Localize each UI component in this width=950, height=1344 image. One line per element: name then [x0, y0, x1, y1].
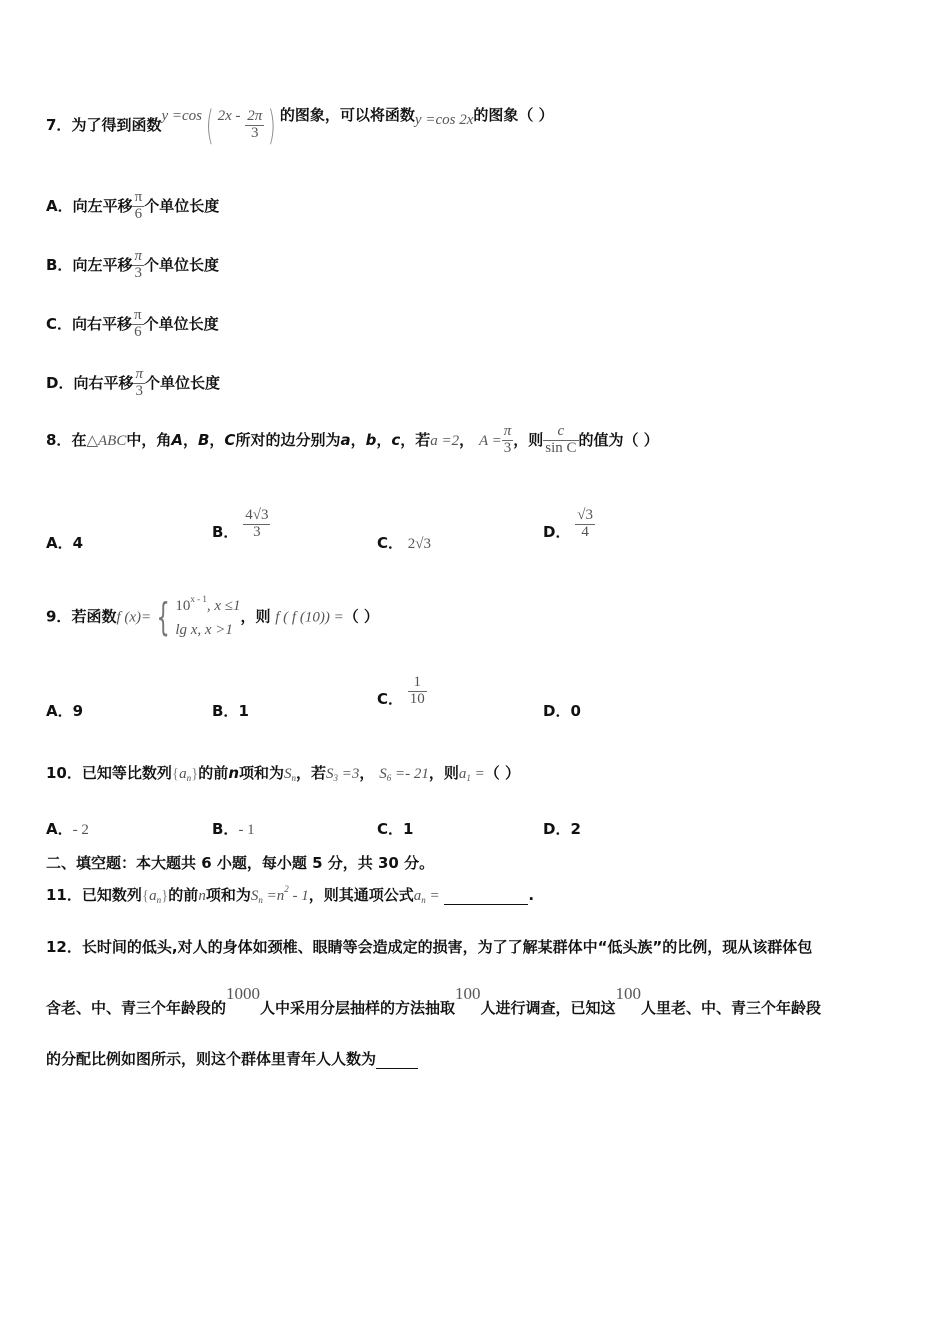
option-b[interactable]: [212, 818, 255, 839]
option-label: D．: [46, 373, 74, 392]
option-text: 向右平移: [73, 373, 134, 392]
question-text: ，若: [400, 430, 431, 449]
option-label: C．: [46, 314, 73, 333]
question-9: [46, 592, 379, 642]
math-expression: A =: [478, 432, 502, 449]
math-expression: △ABC: [86, 432, 127, 449]
option-value: - 2: [72, 822, 89, 838]
option-text: 个单位长度: [143, 255, 219, 274]
question-number: 8．: [46, 430, 72, 449]
question-12-line3: [46, 1048, 418, 1069]
question-number: 7．: [46, 116, 72, 134]
math-expression: f ( f (10)) =: [275, 609, 344, 626]
question-text: 中，角: [126, 430, 172, 449]
math-fraction: $\frac{4√3}{3}$: [245, 507, 269, 540]
punct: ，: [359, 764, 375, 782]
option-label: A．: [46, 820, 73, 838]
math-fraction: $\frac{\pi}{3}$: [135, 366, 143, 399]
option-text: 向左平移: [72, 196, 133, 215]
math-expression: y =cos: [161, 108, 202, 124]
math-expression: 2x -: [217, 108, 241, 124]
option-label: B．: [46, 255, 73, 274]
question-text: （ ）: [484, 764, 520, 782]
option-a[interactable]: [46, 700, 83, 721]
math-brace: }: [191, 766, 199, 782]
math-expression: y =cos 2x: [414, 112, 474, 128]
option-label: A．: [46, 534, 73, 552]
option-label: D．: [543, 522, 571, 541]
option-label: B．: [212, 522, 239, 541]
punct: ，: [209, 430, 225, 449]
question-number: 9．: [46, 607, 72, 626]
question-text: 在: [71, 430, 87, 449]
question-10: [46, 762, 520, 783]
option-a[interactable]: [46, 190, 219, 223]
question-text: ，则: [513, 430, 544, 449]
option-text: 个单位长度: [144, 373, 220, 392]
math-fraction: $\frac{\pi}{3}$: [503, 423, 512, 456]
question-text: 所对的边分别为: [235, 430, 341, 449]
math-var: a: [340, 430, 351, 449]
option-label: D．: [543, 820, 571, 838]
option-d[interactable]: [543, 818, 581, 839]
question-text: 长时间的低头,对人的身体如颈椎、眼睛等会造成定的损害，为了了解某群体中“低头族”的比例，现从该群体包: [81, 938, 813, 956]
question-12-line2: [46, 984, 821, 1018]
question-number: 12．: [46, 938, 82, 956]
math-expression: a =2: [430, 432, 460, 449]
option-b[interactable]: [212, 508, 270, 542]
math-expression: $a_n$ =: [413, 888, 440, 905]
math-fraction: $\frac{\pi}{6}$: [134, 307, 142, 340]
option-d[interactable]: [46, 367, 220, 400]
option-c[interactable]: [377, 532, 431, 553]
question-7: [46, 102, 554, 149]
math-brace: {: [171, 766, 180, 782]
math-fraction: $\frac{\pi}{3}$: [134, 248, 142, 281]
math-expression: $a_n$: [179, 766, 192, 783]
punct: .: [528, 886, 535, 904]
math-fraction: $\frac{1}{10}$: [409, 674, 425, 707]
question-text: 人里老、中、青三个年龄段: [641, 999, 822, 1017]
math-fraction: $\frac{\pi}{6}$: [134, 189, 143, 222]
math-fraction: $\frac{c}{\text{sin C}}$: [545, 423, 577, 456]
math-expression: $a_1$ =: [458, 766, 485, 783]
math-paren: (: [205, 102, 214, 149]
math-number: 100: [455, 984, 481, 1003]
question-text: 项和为: [239, 764, 285, 782]
math-expression: $S_3 =3$: [326, 766, 360, 783]
punct: ，: [376, 430, 392, 449]
math-expression: f (x)=: [116, 609, 152, 626]
question-text: 的图象，可以将函数: [279, 106, 415, 124]
punct: ，: [459, 430, 475, 449]
question-number: 10．: [46, 764, 82, 782]
question-text: 项和为: [205, 886, 251, 904]
question-text: 已知数列: [81, 886, 142, 904]
question-text: 的前: [198, 764, 229, 782]
option-value: - 1: [238, 822, 255, 838]
option-value: 9: [72, 702, 84, 720]
math-var: c: [391, 430, 401, 449]
option-label: C．: [377, 534, 404, 552]
math-brace: }: [161, 888, 169, 904]
math-number: 100: [615, 984, 642, 1003]
question-text: ，则: [428, 764, 459, 782]
option-text: 向左平移: [72, 255, 133, 274]
question-12: [46, 936, 812, 957]
option-value: 1: [238, 702, 249, 720]
option-label: C．: [377, 820, 404, 838]
math-fraction: $\frac{2\pi}{3}$: [247, 108, 263, 141]
option-value: 1: [403, 820, 414, 838]
question-text: 为了得到函数: [71, 116, 162, 134]
question-text: 人进行调查，已知这: [480, 999, 616, 1017]
question-text: 若函数: [71, 607, 117, 626]
option-d[interactable]: [543, 700, 581, 721]
question-text: 含老、中、青三个年龄段的: [46, 999, 227, 1017]
option-label: B．: [212, 702, 239, 720]
question-text: （ ）: [343, 607, 379, 626]
option-label: A．: [46, 196, 73, 215]
question-text: 的前: [168, 886, 199, 904]
math-brace: {: [156, 595, 170, 639]
option-text: 个单位长度: [144, 196, 220, 215]
question-text: 已知等比数列: [81, 764, 172, 782]
option-b[interactable]: [212, 700, 249, 721]
math-var: n: [198, 888, 206, 904]
question-text: 人中采用分层抽样的方法抽取: [260, 999, 456, 1017]
math-expression: $S_n$: [284, 766, 297, 783]
option-c[interactable]: [377, 675, 427, 709]
math-brace: {: [141, 888, 150, 904]
option-value: 2√3: [407, 536, 432, 552]
question-8: [46, 424, 659, 457]
option-label: A．: [46, 702, 73, 720]
option-value: 2: [570, 820, 581, 838]
option-value: 4: [72, 534, 84, 552]
math-number: 1000: [226, 984, 261, 1003]
math-var: C: [224, 430, 236, 449]
section-heading: 二、填空题：本大题共 6 小题，每小题 5 分，共 30 分。: [46, 854, 435, 872]
option-label: D．: [543, 702, 571, 720]
question-text: 的值为（ ）: [578, 430, 659, 449]
option-c[interactable]: [377, 818, 413, 839]
option-c[interactable]: [46, 308, 219, 341]
math-var: B: [197, 430, 210, 449]
option-d[interactable]: [543, 508, 595, 542]
question-number: 11．: [46, 886, 82, 904]
question-text: 的图象（ ）: [473, 106, 554, 124]
punct: ，: [182, 430, 198, 449]
option-b[interactable]: [46, 249, 219, 282]
question-11: [46, 884, 534, 905]
math-expression: $S_n =n^2 - 1$: [250, 884, 309, 905]
math-var: n: [228, 764, 239, 782]
math-fraction: $\frac{√3}{4}$: [577, 507, 593, 540]
math-expression: $S_6 =- 21$: [379, 766, 429, 783]
punct: ，: [350, 430, 366, 449]
math-expression: $a_n$: [149, 888, 162, 905]
answer-blank[interactable]: [444, 886, 528, 905]
math-var: b: [365, 430, 377, 449]
option-label: C．: [377, 689, 404, 708]
option-text: 个单位长度: [143, 314, 219, 333]
question-text: ，若: [296, 764, 327, 782]
piecewise-cases: 10$^{x - 1}$, x ≤1 lg x, x >1: [175, 594, 241, 638]
math-paren: ): [268, 102, 277, 149]
option-value: 0: [570, 702, 581, 720]
answer-blank[interactable]: [376, 1050, 418, 1069]
option-a[interactable]: [46, 818, 89, 839]
math-var: A: [171, 430, 183, 449]
option-label: B．: [212, 820, 239, 838]
option-text: 向右平移: [72, 314, 133, 333]
option-a[interactable]: [46, 532, 83, 553]
question-text: ，则: [240, 607, 271, 626]
question-text: ，则其通项公式: [308, 886, 414, 904]
question-text: 的分配比例如图所示，则这个群体里青年人人数为: [46, 1050, 377, 1068]
